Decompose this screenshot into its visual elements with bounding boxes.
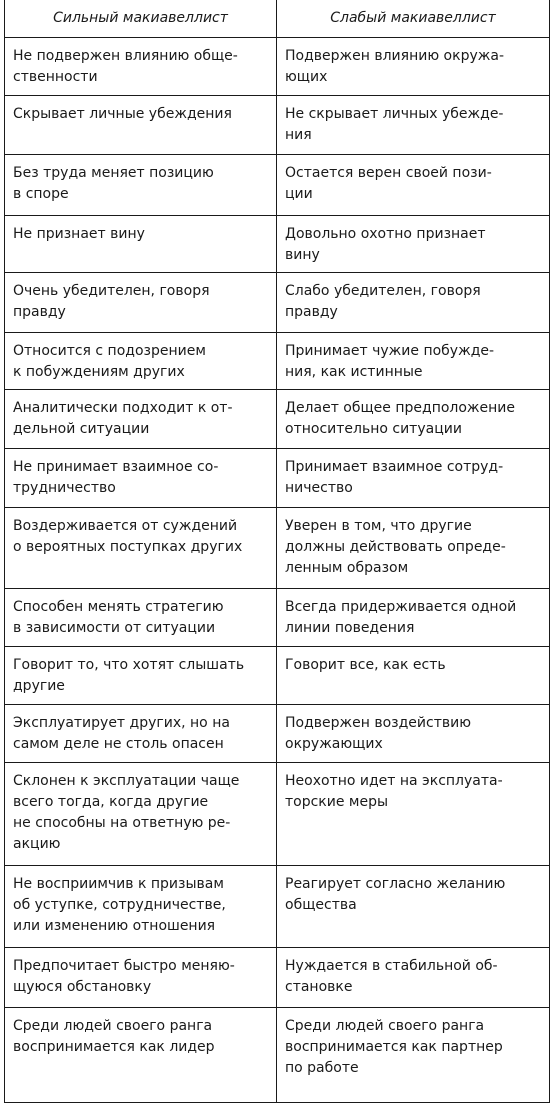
strong-cell: Воздерживается от суждений о вероятных поступках других xyxy=(5,507,277,588)
weak-cell: Подвержен воздействию окружающих xyxy=(277,704,550,762)
strong-cell: Не восприимчив к призывам об уступке, сотрудничестве, или изменению отношения xyxy=(5,865,277,947)
weak-cell: Делает общее предположение относительно ситуации xyxy=(277,389,550,448)
weak-cell: Не скрывает личных убежде- ния xyxy=(277,95,550,154)
strong-cell: Относится с подозрением к побуждениям других xyxy=(5,332,277,389)
header-weak-machiavellian: Слабый макиавеллист xyxy=(277,0,550,37)
table-row xyxy=(5,215,550,272)
machiavellian-comparison-table xyxy=(4,0,550,1103)
table-row xyxy=(5,389,550,448)
table-row xyxy=(5,588,550,646)
weak-cell: Остается верен своей пози- ции xyxy=(277,154,550,215)
strong-cell: Не принимает взаимное со- трудничество xyxy=(5,448,277,507)
weak-cell: Принимает чужие побужде- ния, как истинные xyxy=(277,332,550,389)
comparison-table-wrapper xyxy=(4,0,549,1101)
strong-cell: Без труда меняет позицию в споре xyxy=(5,154,277,215)
strong-cell: Предпочитает быстро меняю- щуюся обстановку xyxy=(5,947,277,1007)
weak-cell: Всегда придерживается одной линии поведения xyxy=(277,588,550,646)
weak-cell: Подвержен влиянию окружа- ющих xyxy=(277,37,550,95)
weak-cell: Довольно охотно признает вину xyxy=(277,215,550,272)
strong-cell: Говорит то, что хотят слышать другие xyxy=(5,646,277,704)
table-row xyxy=(5,1007,550,1102)
weak-cell: Принимает взаимное сотруд- ничество xyxy=(277,448,550,507)
weak-cell: Говорит все, как есть xyxy=(277,646,550,704)
table-row xyxy=(5,448,550,507)
table-row xyxy=(5,272,550,332)
strong-cell: Склонен к эксплуатации чаще всего тогда, когда другие не способны на ответную ре- акцию xyxy=(5,762,277,865)
table-row xyxy=(5,37,550,95)
table-row xyxy=(5,95,550,154)
strong-cell: Среди людей своего ранга воспринимается как лидер xyxy=(5,1007,277,1102)
strong-cell: Не подвержен влиянию обще- ственности xyxy=(5,37,277,95)
strong-cell: Скрывает личные убеждения xyxy=(5,95,277,154)
strong-cell: Эксплуатирует других, но на самом деле не столь опасен xyxy=(5,704,277,762)
weak-cell: Слабо убедителен, говоря правду xyxy=(277,272,550,332)
strong-cell: Не признает вину xyxy=(5,215,277,272)
weak-cell: Уверен в том, что другие должны действовать опреде- ленным образом xyxy=(277,507,550,588)
table-row xyxy=(5,507,550,588)
table-row xyxy=(5,332,550,389)
strong-cell: Аналитически подходит к от- дельной ситуации xyxy=(5,389,277,448)
weak-cell: Реагирует согласно желанию общества xyxy=(277,865,550,947)
weak-cell: Среди людей своего ранга воспринимается как партнер по работе xyxy=(277,1007,550,1102)
table-row xyxy=(5,646,550,704)
weak-cell: Неохотно идет на эксплуата- торские меры xyxy=(277,762,550,865)
header-strong-machiavellian: Сильный макиавеллист xyxy=(5,0,277,37)
table-row xyxy=(5,154,550,215)
table-row xyxy=(5,704,550,762)
strong-cell: Способен менять стратегию в зависимости от ситуации xyxy=(5,588,277,646)
weak-cell: Нуждается в стабильной об- становке xyxy=(277,947,550,1007)
header-row xyxy=(5,0,550,37)
strong-cell: Очень убедителен, говоря правду xyxy=(5,272,277,332)
table-row xyxy=(5,947,550,1007)
table-row xyxy=(5,865,550,947)
table-row xyxy=(5,762,550,865)
